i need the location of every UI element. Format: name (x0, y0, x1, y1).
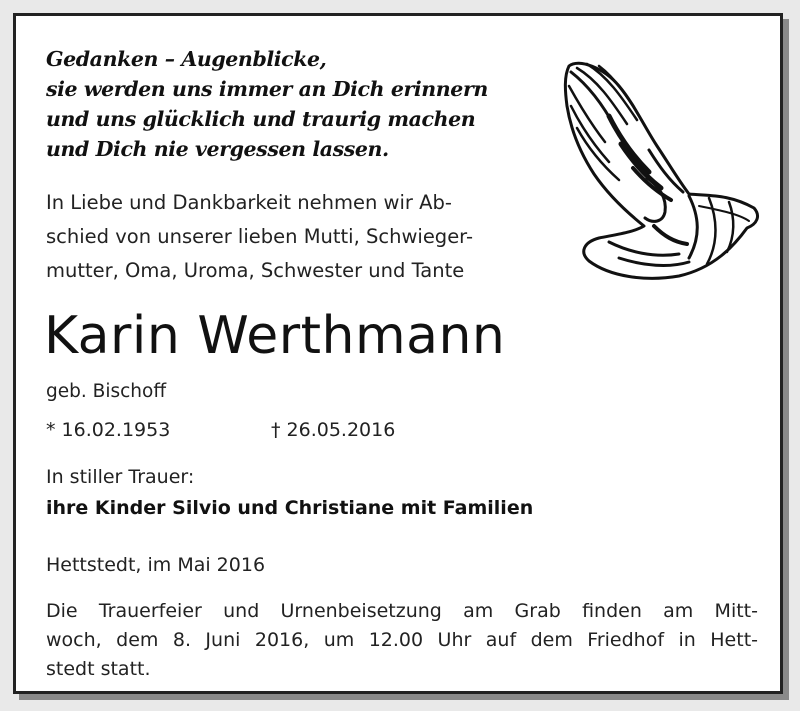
mourning-label: In stiller Trauer: (46, 466, 195, 488)
death-date: † 26.05.2016 (271, 419, 396, 441)
praying-hands-icon (549, 46, 769, 286)
poem-line: und uns glücklich und traurig machen (46, 107, 476, 131)
ceremony-line: stedt statt. (46, 658, 151, 680)
obituary-card (13, 13, 783, 694)
ceremony-notice (46, 597, 758, 684)
intro-line: mutter, Oma, Uroma, Schwester und Tante (46, 259, 465, 282)
poem-line: und Dich nie vergessen lassen. (46, 137, 389, 161)
place-date: Hettstedt, im Mai 2016 (46, 554, 266, 576)
mourners: ihre Kinder Silvio und Christiane mit Familien (46, 497, 534, 519)
ceremony-line: woch, dem 8. Juni 2016, um 12.00 Uhr auf dem Friedhof in Hett- (46, 629, 758, 651)
poem-line: sie werden uns immer an Dich erinnern (46, 77, 488, 101)
poem-line: Gedanken – Augenblicke, (46, 47, 327, 71)
intro-text (46, 186, 473, 288)
maiden-name: geb. Bischoff (46, 381, 167, 402)
poem (46, 44, 488, 164)
intro-line: schied von unserer lieben Mutti, Schwieger- (46, 225, 473, 248)
intro-line: In Liebe und Dankbarkeit nehmen wir Ab- (46, 191, 452, 214)
birth-date: * 16.02.1953 (46, 419, 171, 441)
ceremony-line: Die Trauerfeier und Urnenbeisetzung am Grab finden am Mitt- (46, 600, 758, 622)
deceased-name: Karin Werthmann (44, 306, 506, 366)
